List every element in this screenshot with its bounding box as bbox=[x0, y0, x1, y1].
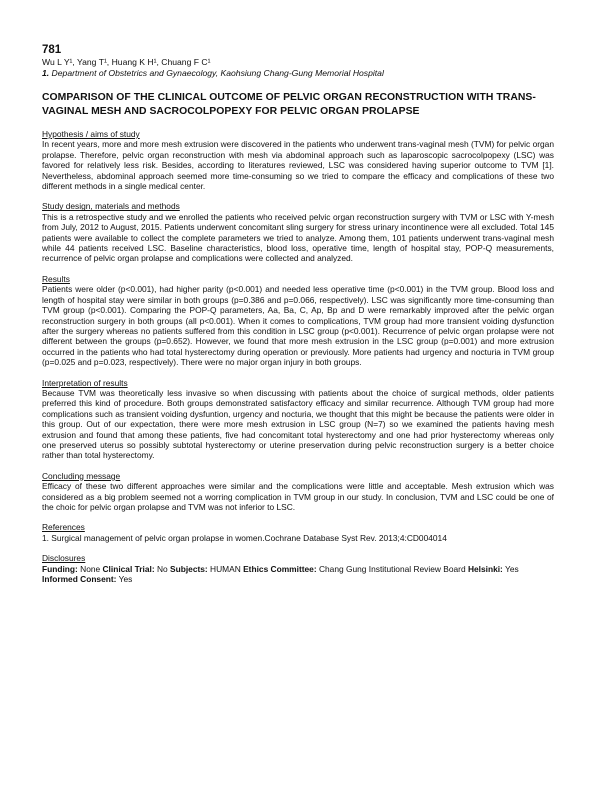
section-heading: Disclosures bbox=[42, 553, 86, 564]
section-heading: Study design, materials and methods bbox=[42, 201, 180, 212]
section-body: This is a retrospective study and we enrolled the patients who received pelvic organ reconstruction surgery with TVM or LSC with Y-mesh from July, 2012 to August, 2015. Patients underwent concomitant sling surgery for stress urinary incontinence were all excluded. Total 145 patients were available to collect the complete parameters we tried to analyze. Among them, 101 patients underwent trans-vaginal mesh while 44 patients received LSC. Baseline characteristics, blood loss, operative time, length of hospital stay, POP-Q measurements, recurrence of pelvic organ prolapse and complications were collected and analyzed. bbox=[42, 211, 554, 264]
section-hypothesis bbox=[42, 129, 554, 191]
author-list: Wu L Y¹, Yang T¹, Huang K H¹, Chuang F C¹ bbox=[42, 57, 211, 67]
informed-consent-label: Informed Consent: bbox=[42, 574, 117, 585]
clinical-trial-value: No bbox=[154, 563, 171, 574]
section-heading: Results bbox=[42, 273, 70, 284]
section-heading: Concluding message bbox=[42, 470, 121, 481]
affiliation-text: Department of Obstetrics and Gynaecology, Kaohsiung Chang-Gung Memorial Hospital bbox=[49, 68, 384, 78]
abstract-number: 781 bbox=[42, 44, 62, 56]
ethics-committee-label: Ethics Committee: bbox=[243, 563, 317, 574]
section-conclusion bbox=[42, 471, 554, 513]
section-heading: Hypothesis / aims of study bbox=[42, 129, 140, 139]
clinical-trial-label: Clinical Trial: bbox=[102, 563, 155, 574]
funding-label: Funding: bbox=[42, 563, 78, 574]
affiliation bbox=[42, 68, 554, 79]
section-heading: References bbox=[42, 522, 85, 533]
subjects-label: Subjects: bbox=[170, 563, 208, 574]
ethics-committee-value: Chang Gung Institutional Review Board bbox=[316, 563, 468, 574]
section-heading: Interpretation of results bbox=[42, 377, 128, 388]
abstract-page bbox=[42, 44, 554, 584]
reference-item: 1. Surgical management of pelvic organ prolapse in women.Cochrane Database Syst Rev. 2013;4:CD004014 bbox=[42, 532, 447, 543]
affiliation-index: 1. bbox=[42, 68, 50, 78]
informed-consent-value: Yes bbox=[116, 574, 133, 585]
section-body: Because TVM was theoretically less invasive so when discussing with patients about the choice of surgical methods, older patients preferred this kind of procedure. Both groups demonstrated satisfactory efficacy and similar recurrence. Although TVM group had more complications such as transient voiding dysfuntion, urgency and nocturia, we thought that this might be because the patients were older in this group. Out of our expectation, there were more mesh extrusion in LSC group (N=7) so we examined the patients having mesh extrusion and found that among these patients, five had concomitant total hysterectomy and one had prior hysterectomy whereas only one preserved uterus so possibly subtotal hysterectomy or uterine preservation during pelvic reconstruction surgery is a better choice rather than total hysterectomy. bbox=[42, 387, 554, 461]
section-study-design bbox=[42, 201, 554, 263]
section-body: Patients were older (p<0.001), had higher parity (p<0.001) and needed less operative time (p<0.001) in the TVM group. Blood loss and length of hospital stay were similar in both groups (p=0.386 and p=0.066, respectively). LSC was significantly more time-consuming than TVM group (p<0.001). Comparing the POP-Q parameters, Aa, Ba, C, Ap, Bp and D were remarkably improved after the pelvic organ reconstruction surgery in both groups (all p<0.001). When it comes to complications, TVM group had more transient voiding dysfunction after the surgery whereas no patients suffered from this condition in LSC group (p<0.001). Recurrence of pelvic organ prolapse were not different between the groups (p=0.652). However, we found that more mesh extrusion in the LSC group (p=0.001) and more extrusion occurred in the patients who had total hysterectomy during operation or previously. More patients had urgency and nocturia in TVM group (p=0.025 and p=0.023, respectively). There were no major organ injury in both groups. bbox=[42, 284, 554, 368]
helsinki-label: Helsinki: bbox=[467, 563, 503, 574]
paper-title: COMPARISON OF THE CLINICAL OUTCOME OF PELVIC ORGAN RECONSTRUCTION WITH TRANS-VAGINAL MESH AND SACROCOLPOPEXY FOR PELVIC ORGAN PROLAPSE bbox=[42, 92, 536, 117]
section-disclosures bbox=[42, 553, 554, 584]
section-body: In recent years, more and more mesh extrusion were discovered in the patients who underwent trans-vaginal mesh (TVM) for pelvic organ prolapse. Therefore, pelvic organ reconstruction with mesh via abdominal approach such as laparoscopic sacrocolpopexy (LSC) was favored for relatively less risk. Besides, according to literatures reviewed, LSC was considered having superior outcome to TVM [1]. Nevertheless, abdominal approach seemed more time-consuming so we tried to compare the efficacy and complications of these two different methods in a single medical center. bbox=[42, 139, 554, 192]
section-references bbox=[42, 522, 554, 543]
disclosures-body bbox=[42, 564, 554, 585]
subjects-value: HUMAN bbox=[207, 563, 244, 574]
funding-value: None bbox=[77, 563, 103, 574]
helsinki-value: Yes bbox=[502, 563, 519, 574]
section-body: Efficacy of these two different approaches were similar and the complications were little and acceptable. Mesh extrusion which was considered as a big problem seemed not a worring complication in TVM group in our study. In conclusion, TVM and LSC could be one of the choic for pelvic organ prolapse and TVM was not inferior to LSC. bbox=[42, 481, 554, 512]
section-interpretation bbox=[42, 378, 554, 461]
section-results bbox=[42, 274, 554, 368]
